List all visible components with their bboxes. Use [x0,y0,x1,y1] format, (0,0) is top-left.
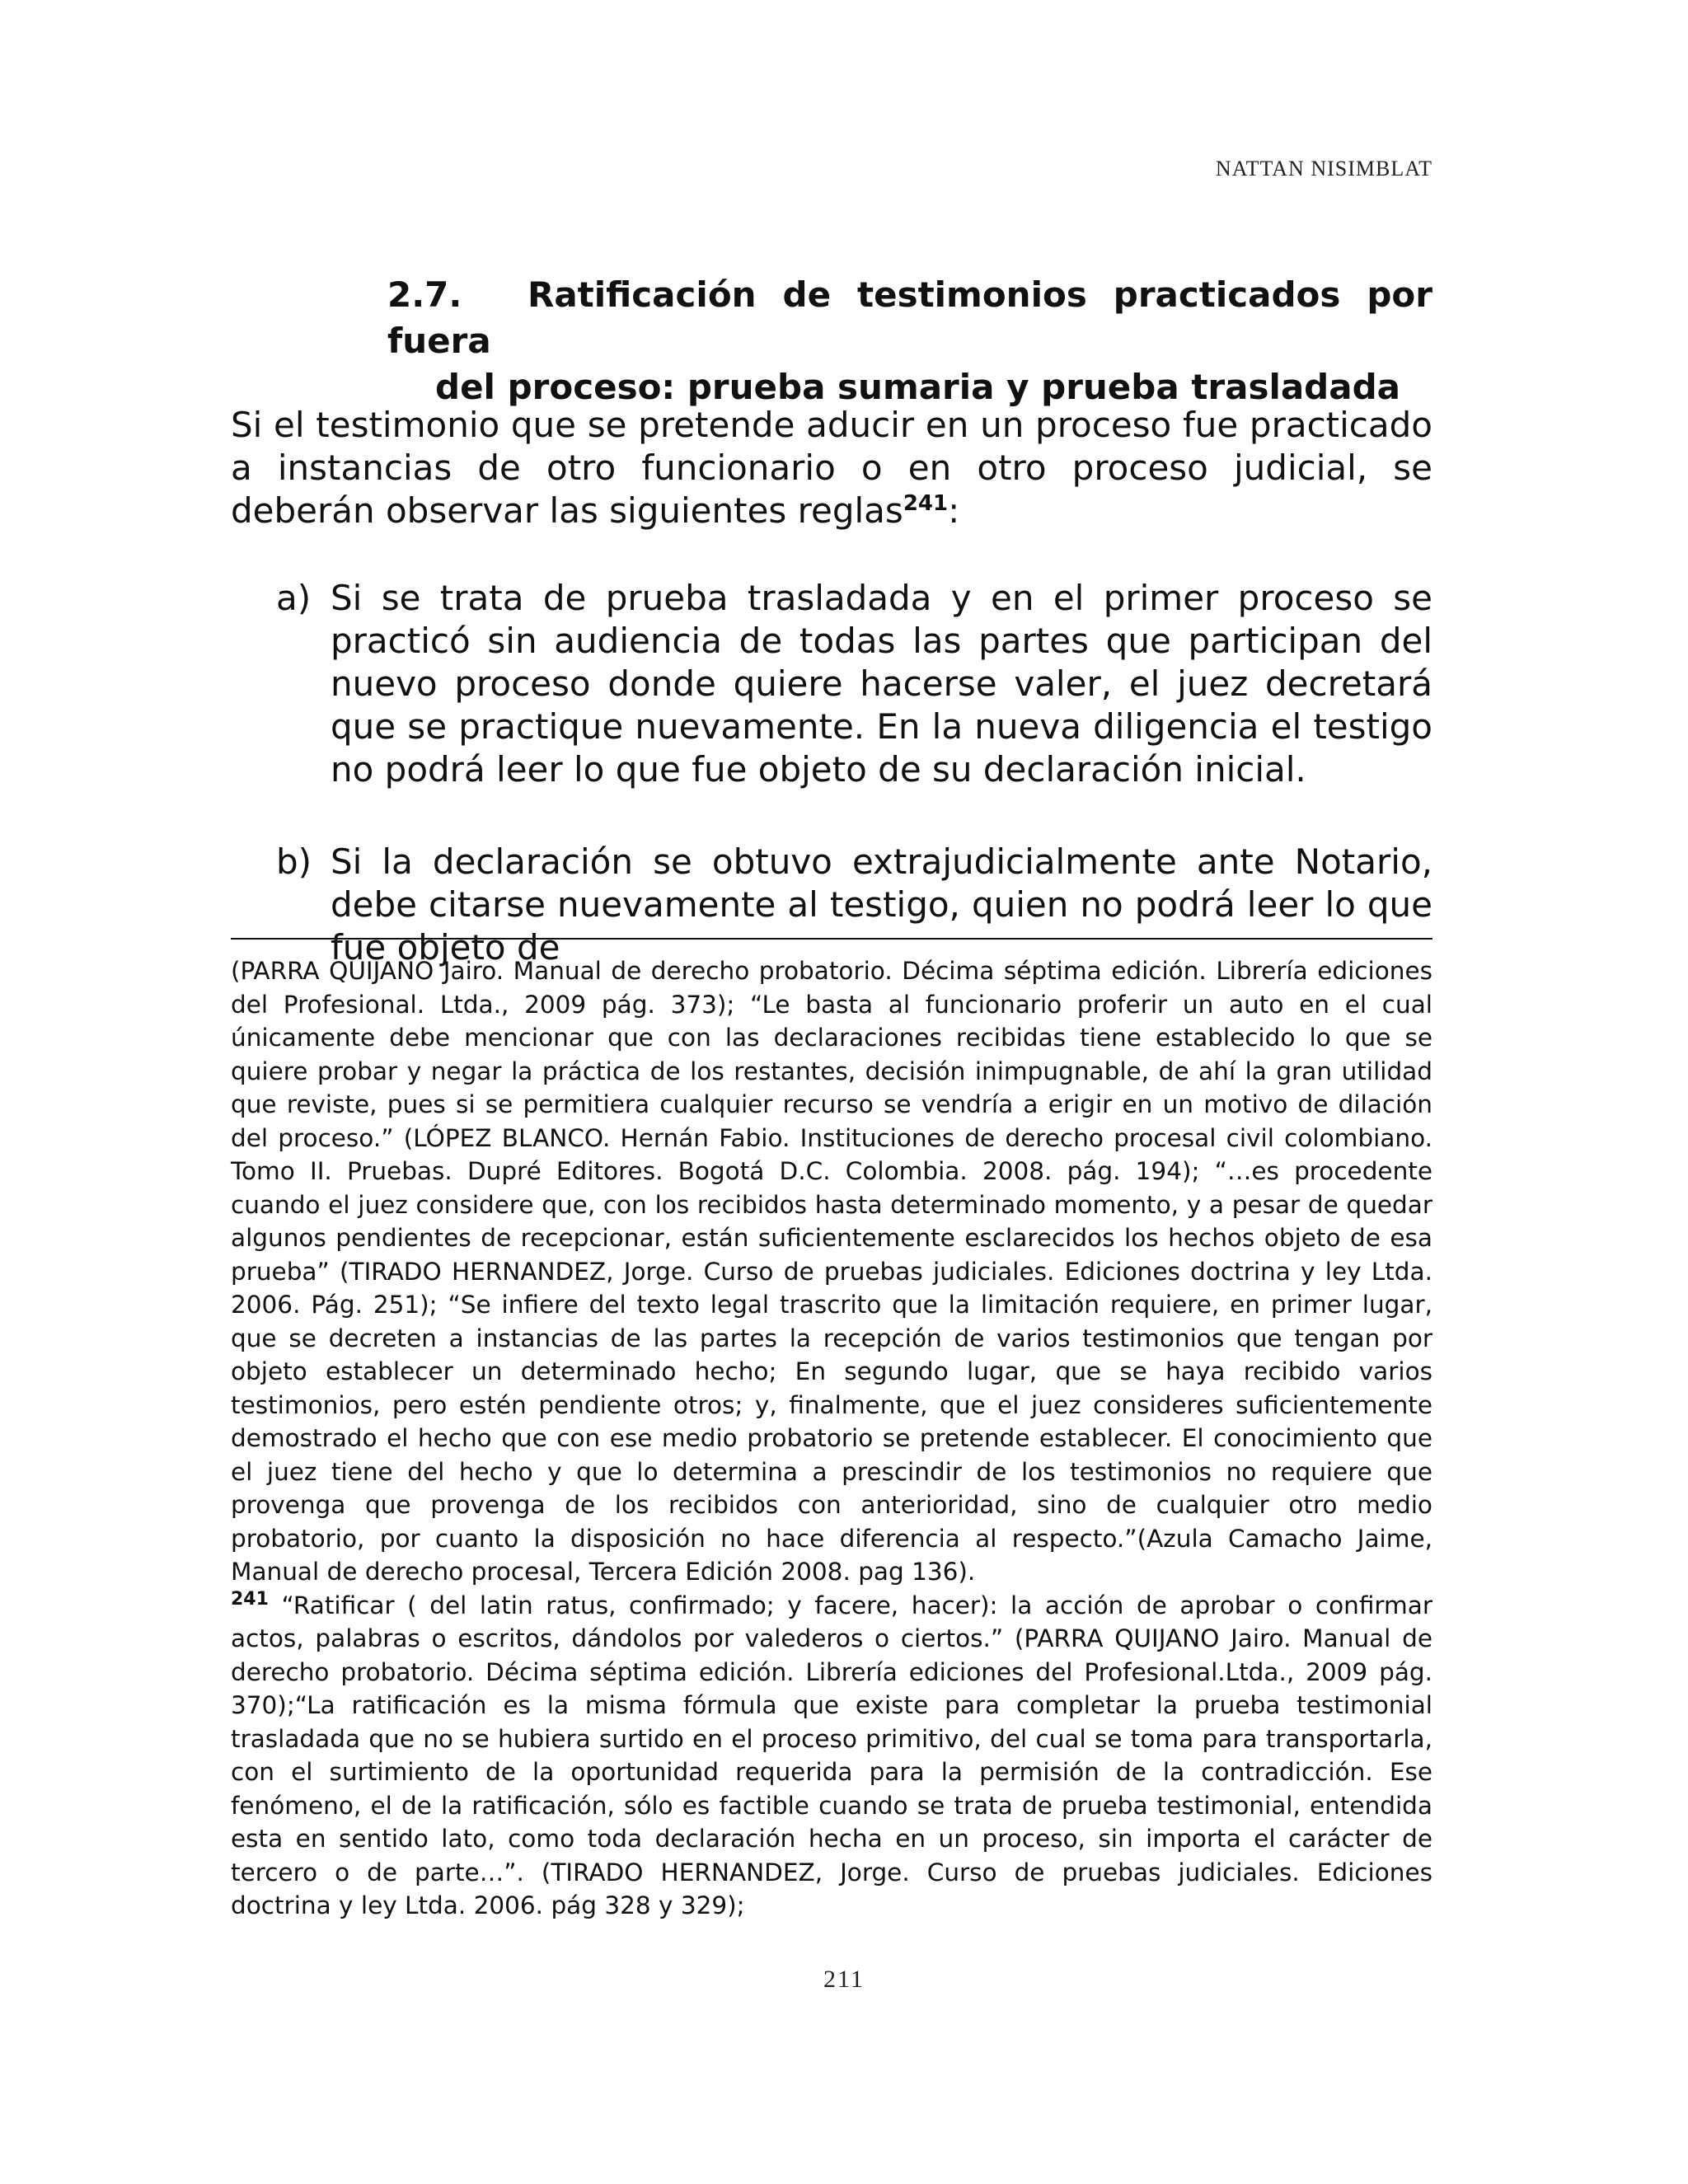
footnotes-section [231,954,1432,1923]
intro-text: Si el testimonio que se pretende aducir en un proceso fue practicado a instancias de otro funcionario o en otro proceso judicial, se deberán observar las siguientes reglas [231,405,1432,531]
section-number: 2.7. [387,274,462,315]
list-item-a [276,577,1432,791]
footnote-number: 241 [231,1588,269,1610]
intro-paragraph [231,404,1432,532]
running-header-author: NATTAN NISIMBLAT [1215,157,1432,180]
intro-suffix: : [948,490,960,531]
footnote-separator [231,938,1432,940]
footnote-continuation: (PARRA QUIJANO Jairo. Manual de derecho probatorio. Décima séptima edición. Librería ediciones del Profesional. Ltda., 2009 pág. 373); “Le basta al funcionario proferir un auto en el cual únicamente debe mencionar que con las declaraciones recibidas tiene establecido lo que se quiere probar y negar la práctica de los restantes, decisión inimpugnable, de ahí la gran utilidad que reviste, pues si se permitiera cualquier recurso se vendría a erigir en un motivo de dilación del proceso.” (LÓPEZ BLANCO. Hernán Fabio. Instituciones de derecho procesal civil colombiano. Tomo II. Pruebas. Dupré Editores. Bogotá D.C. Colombia. 2008. pág. 194); “…es procedente cuando el juez considere que, con los recibidos hasta determinado momento, y a pesar de quedar algunos pendientes de recepcionar, están suficientemente esclarecidos los hechos objeto de esa prueba” (TIRADO HERNANDEZ, Jorge. Curso de pruebas judiciales. Ediciones doctrina y ley Ltda. 2006. Pág. 251); “Se infiere del texto legal trascrito que la limitación requiere, en primer lugar, que se decreten a instancias de las partes la recepción de varios testimonios que tengan por objeto establecer un determinado hecho; En segundo lugar, que se haya recibido varios testimonios, pero estén pendiente otros; y, finalmente, que el juez consideres suficientemente demostrado el hecho que con ese medio probatorio se pretende establecer. El conocimiento que el juez tiene del hecho y que lo determina a prescindir de los testimonios no requiere que provenga que provenga de los recibidos con anterioridad, sino de cualquier otro medio probatorio, por cuanto la disposición no hace diferencia al respecto.”(Azula Camacho Jaime, Manual de derecho procesal, Tercera Edición 2008. pag 136). [231,957,1432,1586]
list-marker: b) [276,841,312,882]
list-item-text: Si la declaración se obtuvo extrajudicialmente ante Notario, debe citarse nuevamente al testigo, quien no podrá leer lo que fue objeto de [331,841,1432,968]
list-marker: a) [276,578,312,618]
section-heading [387,272,1432,410]
section-title-line1: Ratificación de testimonios practicados por fuera [387,274,1432,361]
footnote-ref-241[interactable]: 241 [903,491,949,516]
section-title-line2: del proceso: prueba sumaria y prueba trasladada [435,367,1400,407]
page-number: 211 [823,1966,865,1993]
footnote-241 [231,1589,1432,1923]
list-item-b [276,841,1432,969]
list-item-text: Si se trata de prueba trasladada y en el primer proceso se practicó sin audiencia de todas las partes que participan del nuevo proceso donde quiere hacerse valer, el juez decretará que se practique nuevamente. En la nueva diligencia el testigo no podrá leer lo que fue objeto de su declaración inicial. [331,578,1432,790]
footnote-text: “Ratificar ( del latin ratus, confirmado; y facere, hacer): la acción de aprobar o confirmar actos, palabras o escritos, dándolos por valederos o ciertos.” (PARRA QUIJANO Jairo. Manual de derecho probatorio. Décima séptima edición. Librería ediciones del Profesional.Ltda., 2009 pág. 370);“La ratificación es la misma fórmula que existe para completar la prueba testimonial trasladada que no se hubiera surtido en el proceso primitivo, del cual se toma para transportarla, con el surtimiento de la oportunidad requerida para la permisión de la contradicción. Ese fenómeno, el de la ratificación, sólo es factible cuando se trata de prueba testimonial, entendida esta en sentido lato, como toda declaración hecha en un proceso, sin importa el carácter de tercero o de parte…”. (TIRADO HERNANDEZ, Jorge. Curso de pruebas judiciales. Ediciones doctrina y ley Ltda. 2006. pág 328 y 329); [231,1591,1432,1919]
